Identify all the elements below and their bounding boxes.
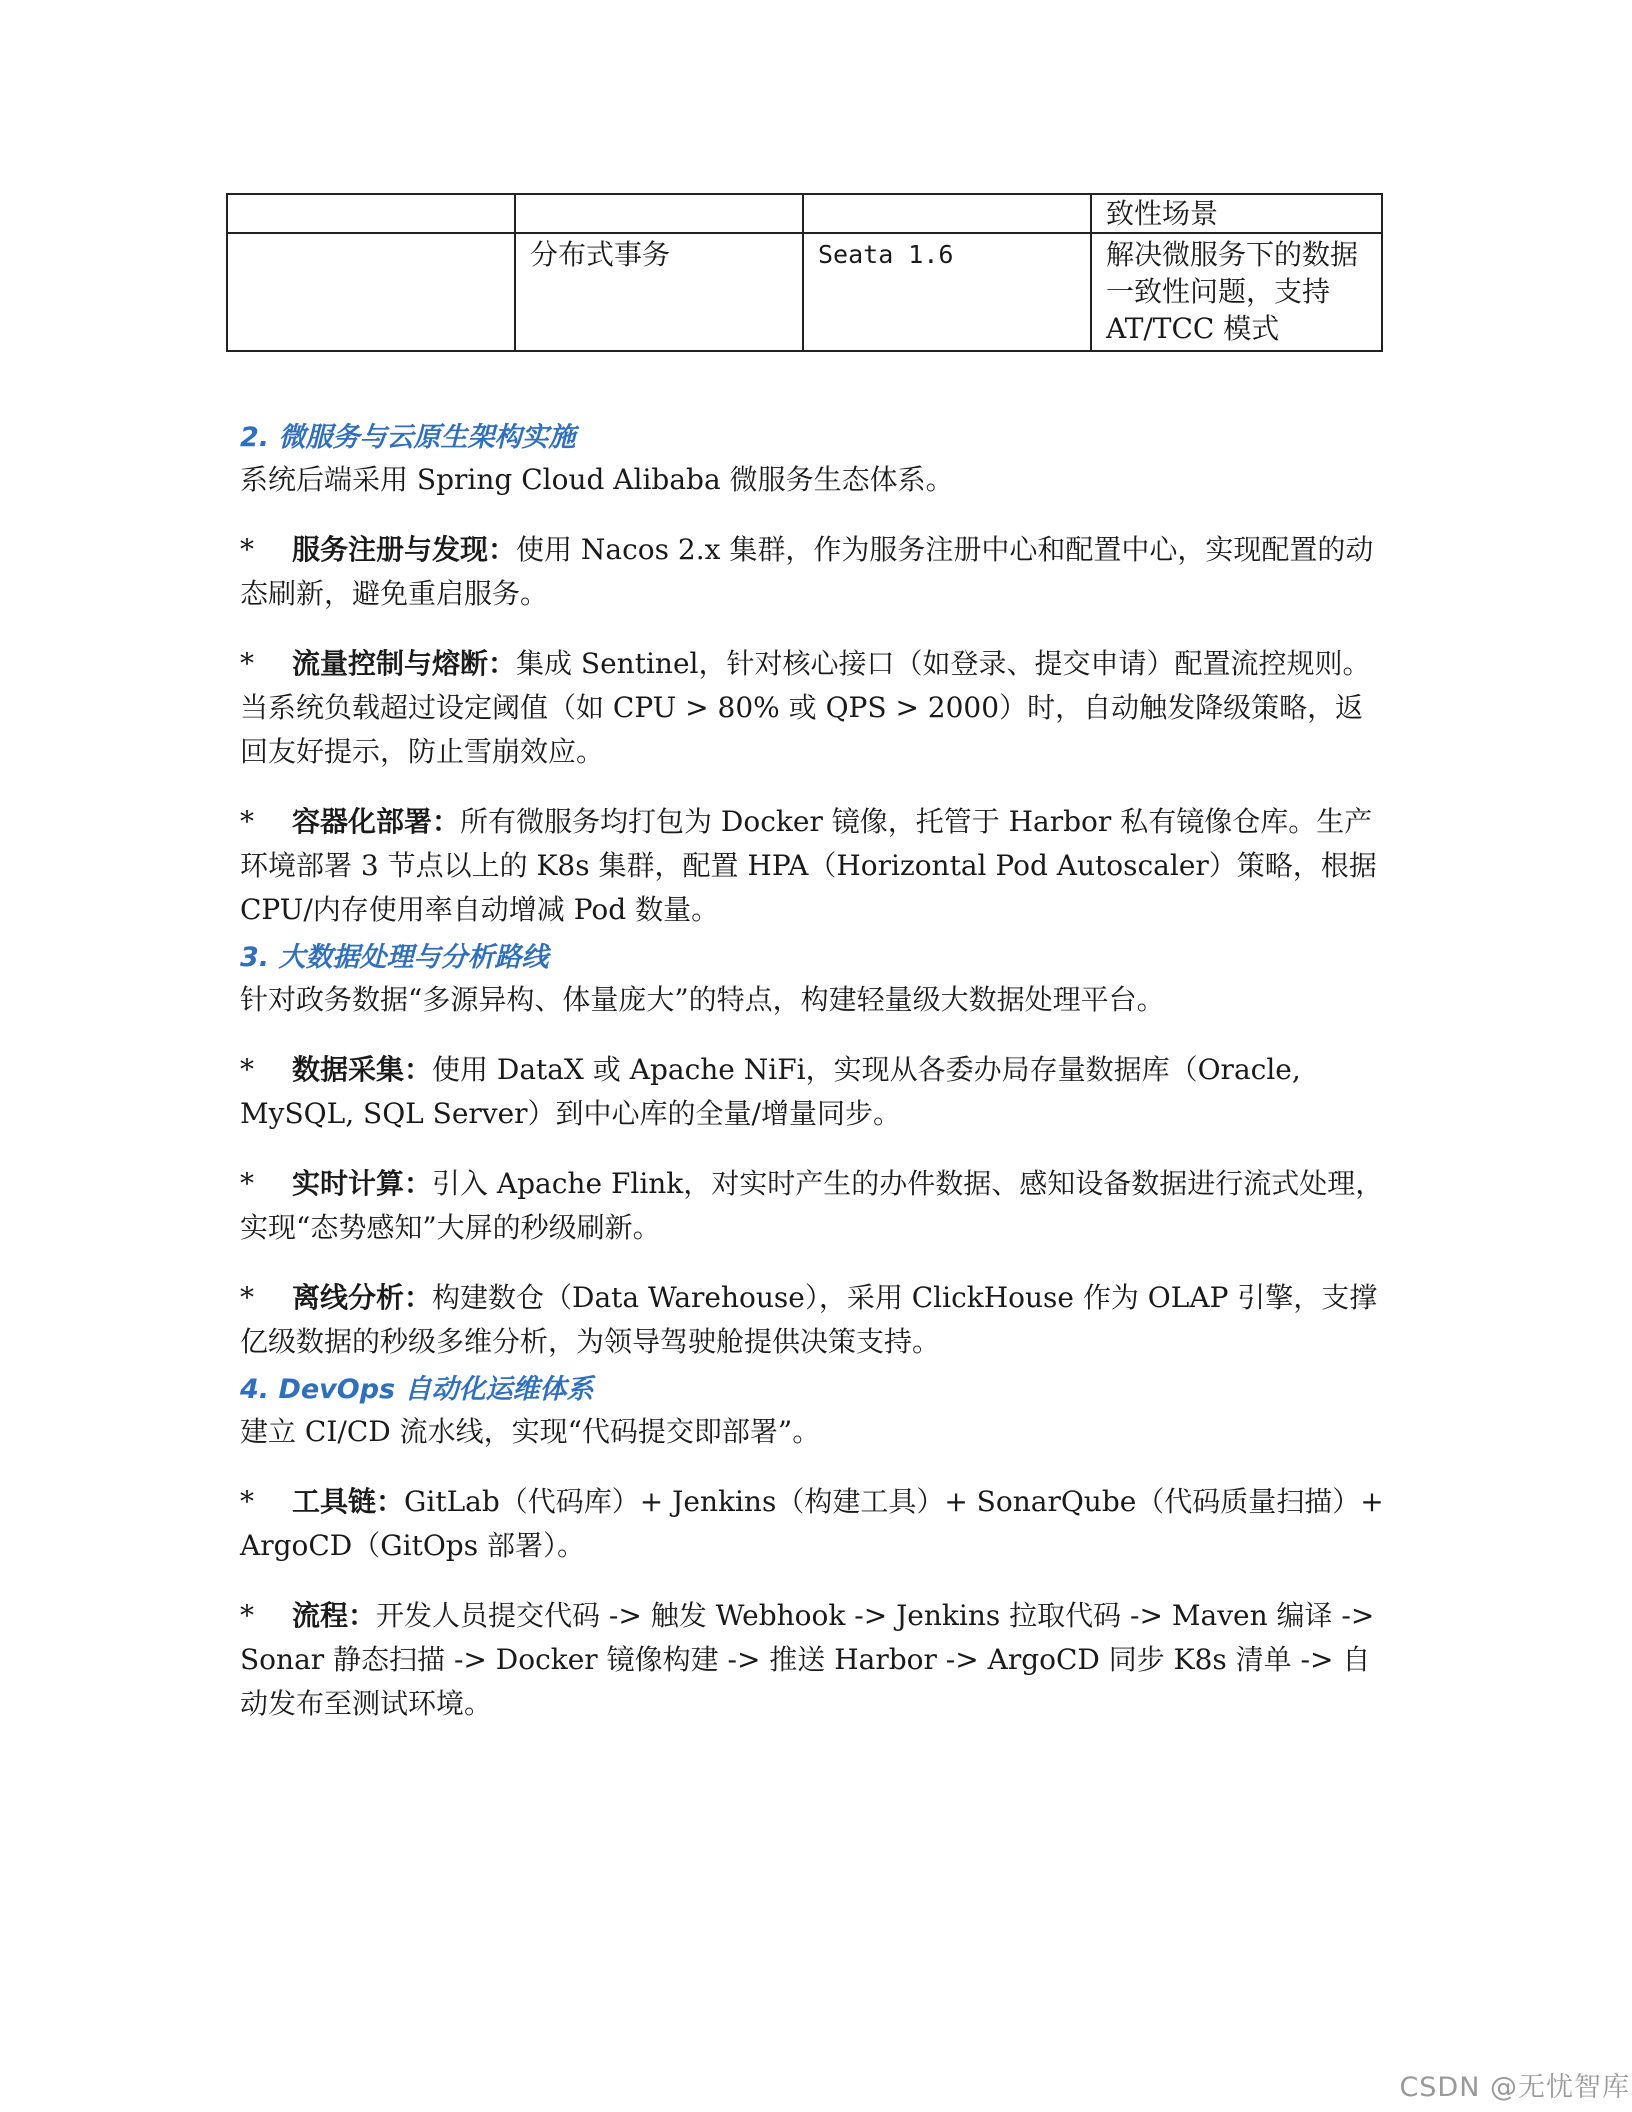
bullet-item [240,1162,1390,1250]
bullet-item [240,800,1390,932]
table-cell [227,194,515,233]
bullet-title: 容器化部署： [292,805,461,838]
tech-table [226,193,1383,352]
table-cell: 解决微服务下的数据一致性问题，支持 AT/TCC 模式 [1091,233,1382,351]
section-intro: 系统后端采用 Spring Cloud Alibaba 微服务生态体系。 [240,463,954,496]
bullet-title: 服务注册与发现： [292,533,517,566]
bullet-text: 使用 Nacos 2.x 集群，作为服务注册中心和配置中心，实现配置的动态刷新，避免重启服务。 [240,533,1374,610]
table-row [227,194,1382,233]
bullet-title: 工具链： [292,1485,405,1518]
table-cell [803,194,1091,233]
bullet-text: 集成 Sentinel，针对核心接口（如登录、提交申请）配置流控规则。当系统负载超过设定阈值（如 CPU > 80% 或 QPS > 2000）时，自动触发降级策略，返回友好提示，防止雪崩效应。 [240,647,1371,768]
table-cell [515,194,803,233]
table-row [227,233,1382,351]
bullet-item [240,642,1390,774]
bullet-marker: * [240,1053,254,1086]
bullet-item [240,528,1390,616]
table-cell: 致性场景 [1091,194,1382,233]
bullet-item [240,1048,1390,1136]
bullet-title: 流量控制与熔断： [292,647,517,680]
bullet-text: 引入 Apache Flink，对实时产生的办件数据、感知设备数据进行流式处理，实现“态势感知”大屏的秒级刷新。 [240,1167,1384,1244]
section-heading: 3. 大数据处理与分析路线 [240,942,549,973]
section-intro: 建立 CI/CD 流水线，实现“代码提交即部署”。 [240,1415,821,1448]
bullet-text: 构建数仓（Data Warehouse），采用 ClickHouse 作为 OLAP 引擎，支撑亿级数据的秒级多维分析，为领导驾驶舱提供决策支持。 [240,1281,1378,1358]
bullet-item [240,1594,1390,1726]
table-cell: Seata 1.6 [803,233,1091,351]
bullet-marker: * [240,1485,254,1518]
section-heading: 4. DevOps 自动化运维体系 [240,1374,594,1405]
section-heading: 2. 微服务与云原生架构实施 [240,422,576,453]
watermark: CSDN @无忧智库 [1399,2072,1630,2103]
bullet-title: 实时计算： [292,1167,433,1200]
bullet-title: 流程： [292,1599,377,1632]
section-intro: 针对政务数据“多源异构、体量庞大”的特点，构建轻量级大数据处理平台。 [240,983,1165,1016]
bullet-text: 开发人员提交代码 -> 触发 Webhook -> Jenkins 拉取代码 -> Maven 编译 -> Sonar 静态扫描 -> Docker 镜像构建 -> 推送 Harbor -> ArgoCD 同步 K8s 清单 -> 自动发布至测试环境。 [240,1599,1375,1720]
table-cell: 分布式事务 [515,233,803,351]
bullet-item [240,1480,1390,1568]
bullet-marker: * [240,533,254,566]
bullet-text: 所有微服务均打包为 Docker 镜像，托管于 Harbor 私有镜像仓库。生产环境部署 3 节点以上的 K8s 集群，配置 HPA（Horizontal Pod Autoscaler）策略，根据 CPU/内存使用率自动增减 Pod 数量。 [240,805,1377,926]
bullet-marker: * [240,805,254,838]
table-cell [227,233,515,351]
bullet-item [240,1276,1390,1364]
bullet-marker: * [240,1281,254,1314]
bullet-text: GitLab（代码库）+ Jenkins（构建工具）+ SonarQube（代码质量扫描）+ ArgoCD（GitOps 部署）。 [240,1485,1384,1562]
bullet-text: 使用 DataX 或 Apache NiFi，实现从各委办局存量数据库（Oracle, MySQL, SQL Server）到中心库的全量/增量同步。 [240,1053,1301,1130]
bullet-marker: * [240,1167,254,1200]
document-body [240,418,1390,1752]
bullet-marker: * [240,647,254,680]
bullet-title: 离线分析： [292,1281,433,1314]
bullet-title: 数据采集： [292,1053,433,1086]
bullet-marker: * [240,1599,254,1632]
